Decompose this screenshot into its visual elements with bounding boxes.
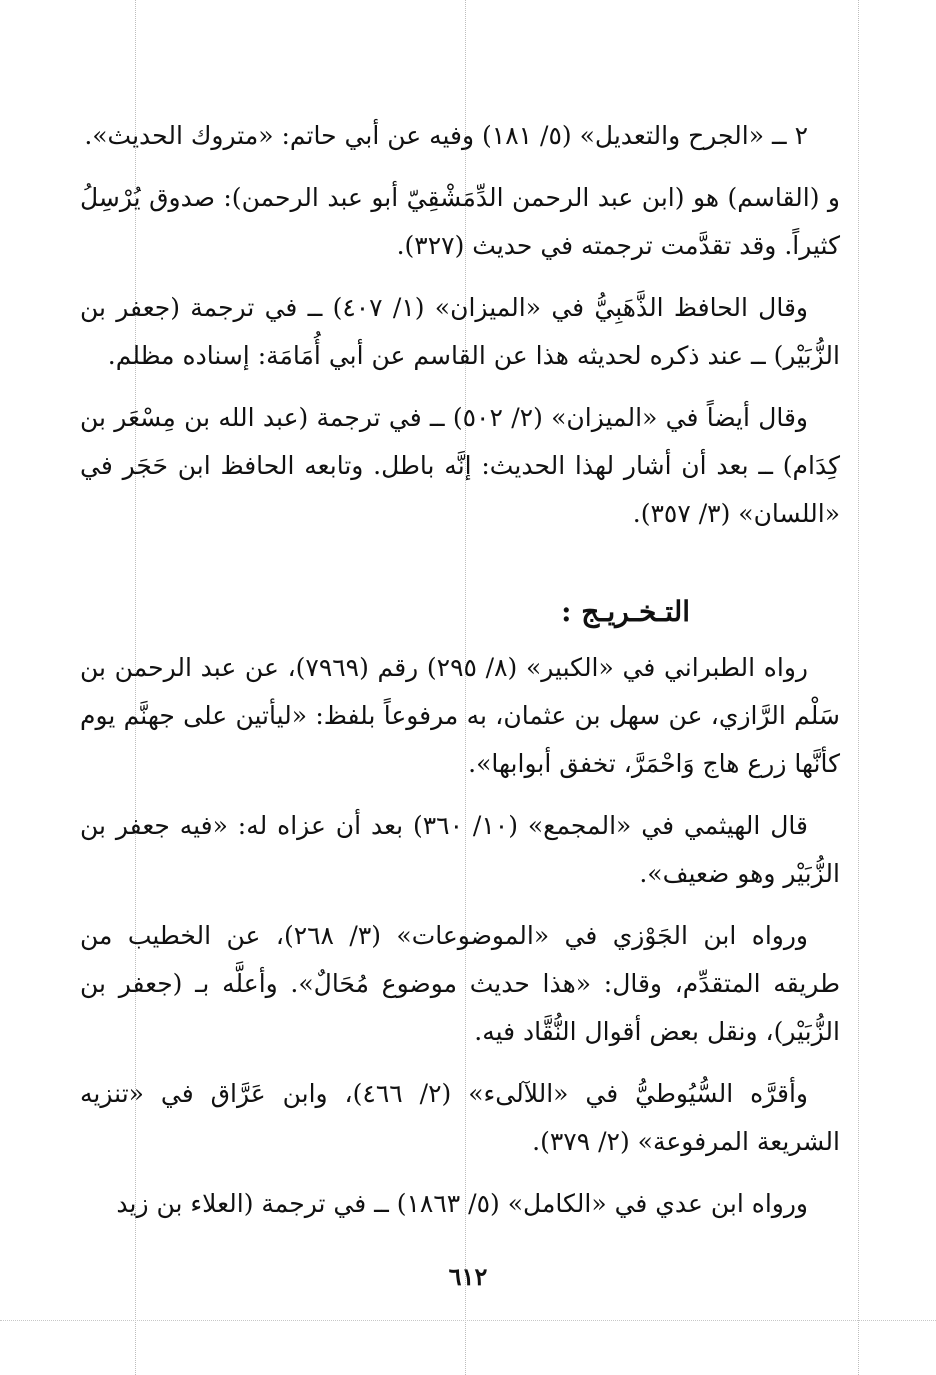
- page-number: ٦١٢: [448, 1262, 488, 1291]
- section-heading: التـخـريـج :: [561, 595, 690, 628]
- qasim-paragraph: و (القاسم) هو (ابن عبد الرحمن الدِّمَشْقِيّ أبو عبد الرحمن): صدوق يُرْسِلُ كثيراً. وقد تقدَّمت ترجمته في حديث (٣٢٧).: [80, 183, 840, 260]
- scan-guide-line: [0, 1320, 936, 1321]
- dhahabi-mizan-paragraph: وقال الحافظ الذَّهَبِيُّ في «الميزان» (١/ ٤٠٧) ــ في ترجمة (جعفر بن الزُّبَيْر) ــ عند ذكره لحديثه هذا عن القاسم عن أبي أُمَامَة: إسناده مظلم.: [80, 293, 840, 370]
- ibn-adi-paragraph: ورواه ابن عدي في «الكامل» (٥/ ١٨٦٣) ــ في ترجمة (العلاء بن زيد: [116, 1189, 808, 1218]
- footnote-2-paragraph: ٢ ــ «الجرح والتعديل» (٥/ ١٨١) وفيه عن أبي حاتم: «متروك الحديث».: [84, 121, 808, 150]
- suyuti-paragraph: وأقرَّه السُّيُوطيُّ في «اللآلىء» (٢/ ٤٦٦)، وابن عَرَّاق في «تنزيه الشريعة المرفوعة» (٢/ ٣٧٩).: [80, 1079, 840, 1156]
- scan-guide-line: [858, 0, 859, 1375]
- page-body: [80, 112, 840, 1242]
- ibn-jawzi-paragraph: ورواه ابن الجَوْزي في «الموضوعات» (٣/ ٢٦٨)، عن الخطيب من طريقه المتقدِّم، وقال: «هذا حديث موضوع مُحَالٌ». وأعلَّه بـ (جعفر بن الزُّبَيْر)، ونقل بعض أقوال النُّقَّاد فيه.: [80, 921, 840, 1046]
- tabarani-paragraph: رواه الطبراني في «الكبير» (٨/ ٢٩٥) رقم (٧٩٦٩)، عن عبد الرحمن بن سَلْم الرَّازي، عن سهل بن عثمان، به مرفوعاً بلفظ: «ليأتين على جهنَّم يوم كأنَّها زرع هاج وَاحْمَرَّ، تخفق أبوابها».: [80, 653, 840, 778]
- haythami-paragraph: قال الهيثمي في «المجمع» (١٠/ ٣٦٠) بعد أن عزاه له: «فيه جعفر بن الزُّبَيْر وهو ضعيف».: [80, 811, 840, 888]
- mizan-lisan-paragraph: وقال أيضاً في «الميزان» (٢/ ٥٠٢) ــ في ترجمة (عبد الله بن مِسْعَر بن كِدَام) ــ بعد أن أشار لهذا الحديث: إنَّه باطل. وتابعه الحافظ ابن حَجَر في «اللسان» (٣/ ٣٥٧).: [80, 403, 840, 528]
